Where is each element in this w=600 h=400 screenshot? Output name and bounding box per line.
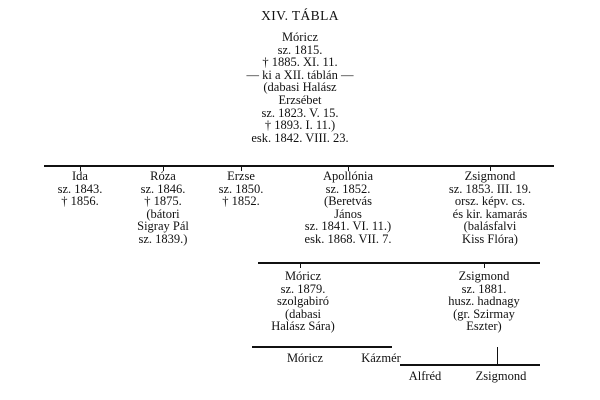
zsigmond2-title: husz. hadnagy [448,294,520,309]
table-title: XIV. TÁBLA [261,8,339,23]
moricz2-name: Móricz [284,269,322,283]
root-reference: — ki a XII. táblán — [246,67,354,82]
zsigmond2-birth: sz. 1881. [461,281,507,296]
roza-spouse-1: (bátori [146,206,180,221]
zsigmond2-spouse-1: (gr. Szirmay [453,306,515,321]
root-spouse-line-4: † 1893. I. 11.) [264,118,336,133]
zsigmond-name: Zsigmond [464,169,516,183]
root-spouse-line-1: (dabasi Halász [263,80,337,95]
root-name: Móricz [281,30,319,44]
zsigmond-spouse-2: Kiss Flóra) [462,231,518,246]
moricz2-birth: sz. 1879. [280,281,326,296]
tick-moricz2 [300,262,301,268]
root-birth: sz. 1815. [277,42,323,57]
root-spouse-line-3: sz. 1823. V. 15. [261,105,339,120]
roza-birth: sz. 1846. [140,181,186,196]
root-death: † 1885. XI. 11. [262,55,338,70]
child-ida [40,170,120,208]
zsigmond2-spouse-2: Eszter) [466,319,502,334]
moricz2-title: szolgabiró [276,294,330,309]
zsigmond-title-1: orsz. képv. cs. [454,194,526,209]
tick-zsigmond2 [484,262,485,268]
grandchild-zsigmond [424,270,544,333]
apollonia-marriage: esk. 1868. VII. 7. [304,231,392,246]
apollonia-spouse-2: János [334,206,362,221]
great-grandchild-moricz: Móricz [286,351,324,365]
roza-spouse-3: sz. 1839.) [138,231,188,246]
roza-name: Róza [150,169,176,183]
apollonia-name: Apollónia [323,169,373,183]
zsigmond-birth: sz. 1853. III. 19. [448,181,532,196]
moricz2-spouse-2: Halász Sára) [271,319,335,334]
ida-birth: sz. 1843. [57,181,103,196]
moricz2-spouse-1: (dabasi [284,306,322,321]
apollonia-spouse-1: (Beretvás [324,194,372,209]
child-roza [118,170,208,246]
great-grandchild-alfred: Alfréd [408,369,442,383]
ida-death: † 1856. [61,194,99,209]
zsigmond2-descent-line [497,347,498,364]
erzse-name: Erzse [227,169,255,183]
roza-spouse-2: Sigray Pál [137,219,189,234]
apollonia-birth: sz. 1852. [325,181,371,196]
grandchild-moricz [248,270,358,333]
zsigmond-spouse-1: (balásfalvi [463,219,517,234]
erzse-death: † 1852. [222,194,260,209]
moricz-children-connector-line [252,346,392,348]
child-erzse [211,170,271,208]
great-grandchild-zsigmond: Zsigmond [475,369,527,383]
zsigmond-children-connector-line [400,364,540,366]
children-connector-line [44,165,554,167]
child-zsigmond [420,170,560,246]
erzse-birth: sz. 1850. [218,181,264,196]
ida-name: Ida [72,169,88,183]
zsigmond-title-2: és kir. kamarás [452,206,528,221]
apollonia-spouse-3: sz. 1841. VI. 11.) [304,219,392,234]
great-grandchild-kazmer: Kázmér [361,351,401,365]
roza-death: † 1875. [144,194,182,209]
root-spouse-line-5: esk. 1842. VIII. 23. [251,130,349,145]
root-spouse-line-2: Erzsébet [278,92,322,107]
root-person [200,31,400,144]
zsigmond2-name: Zsigmond [458,269,510,283]
child-apollonia [283,170,413,246]
